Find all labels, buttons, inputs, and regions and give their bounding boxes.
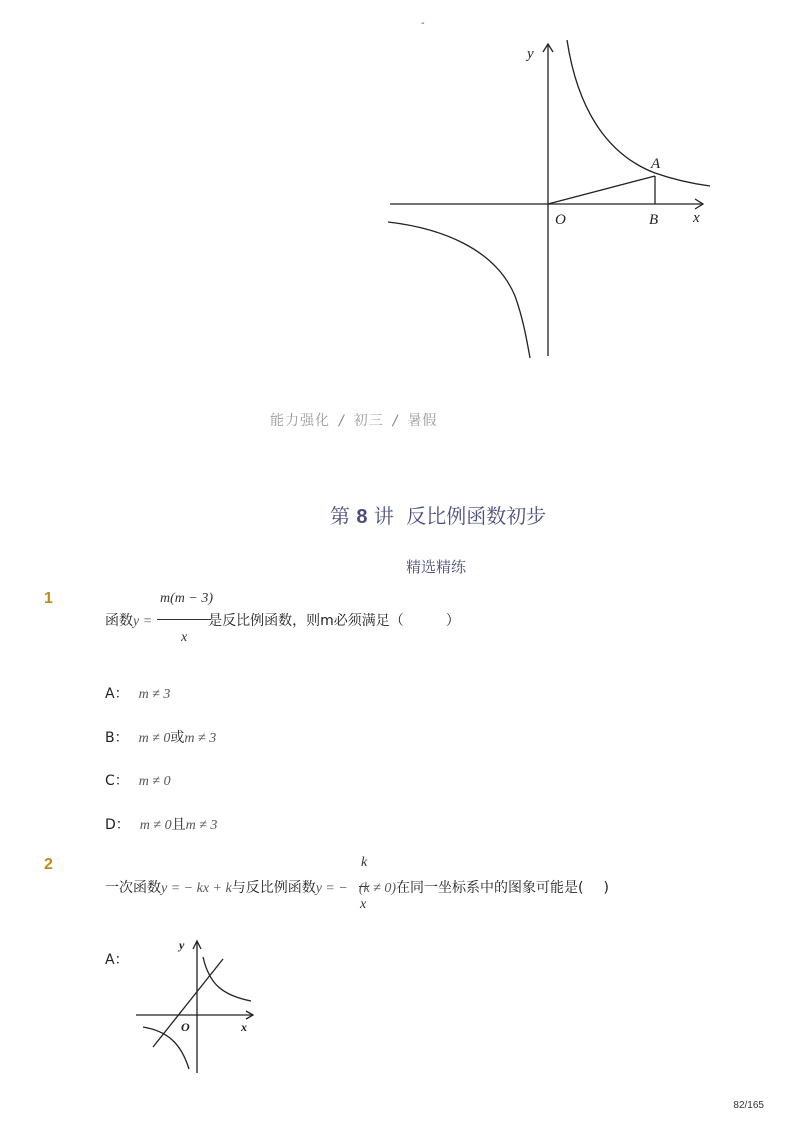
hyperbola-branch-q1 xyxy=(203,957,251,1001)
option-label: D： xyxy=(105,817,130,833)
breadcrumb-part-1: 能力强化 xyxy=(270,413,330,429)
q2-tail: 在同一坐标系中的图象可能是( xyxy=(396,880,584,896)
label-o: O xyxy=(555,212,566,228)
segment-oa xyxy=(548,176,655,204)
option-label: C： xyxy=(105,773,129,789)
q1-close: ） xyxy=(445,613,460,629)
lesson-number: 8 xyxy=(356,506,368,528)
q1-fraction-denominator: x xyxy=(181,630,188,645)
section-title: 精选精练 xyxy=(406,558,467,576)
option-join: 且 xyxy=(171,817,186,833)
q1-lhs: y = xyxy=(133,614,153,629)
q2-option-a-figure[interactable] xyxy=(133,935,258,1075)
q1-option-c[interactable] xyxy=(105,770,171,790)
option-expr: m ≠ 0 xyxy=(138,731,171,746)
label-y: y xyxy=(179,938,185,952)
q1-option-b[interactable] xyxy=(105,727,216,747)
option-label: A： xyxy=(105,686,129,702)
question-2-stem xyxy=(105,877,609,897)
hyperbola-figure xyxy=(385,36,715,366)
option-join: 或 xyxy=(170,730,185,746)
lesson-name: 反比例函数初步 xyxy=(406,504,547,528)
q2-expr2-lhs: y = − xyxy=(315,881,348,896)
lesson-title xyxy=(330,500,546,529)
option-expr: m ≠ 3 xyxy=(138,687,171,702)
q2-fraction-denominator: x xyxy=(360,897,367,912)
question-1-stem xyxy=(105,610,460,630)
breadcrumb-part-3: 暑假 xyxy=(407,413,438,429)
q1-option-d[interactable] xyxy=(105,814,217,834)
label-x: x xyxy=(241,1020,247,1034)
breadcrumb-sep: / xyxy=(392,413,399,429)
breadcrumb-part-2: 初三 xyxy=(353,413,384,429)
question-1-number: 1 xyxy=(44,590,53,607)
q2-expr1: y = − kx + k xyxy=(161,881,232,896)
breadcrumb xyxy=(270,410,437,430)
q2-option-a[interactable] xyxy=(105,949,129,969)
q1-option-a[interactable] xyxy=(105,683,170,703)
breadcrumb-sep: / xyxy=(339,413,345,429)
q1-lead: 函数 xyxy=(105,613,133,629)
page-number: 82/165 xyxy=(733,1100,764,1111)
q2-mid: 与反比例函数 xyxy=(231,880,316,896)
q1-fraction-numerator: m(m − 3) xyxy=(160,591,213,606)
option-expr: m ≠ 0 xyxy=(138,774,171,789)
label-o: O xyxy=(181,1020,190,1034)
option-label: A： xyxy=(105,952,129,968)
q2-close: ) xyxy=(603,880,609,896)
hyperbola-branch-q3 xyxy=(388,222,530,358)
lesson-prefix: 第 xyxy=(330,504,350,528)
q2-fraction-numerator: k xyxy=(361,855,368,870)
option-expr-2: m ≠ 3 xyxy=(185,818,218,833)
hyperbola-branch-q1 xyxy=(567,40,710,186)
q1-tail: 是反比例函数，则m必须满足（ xyxy=(208,613,404,629)
lesson-suffix: 讲 xyxy=(373,504,394,528)
label-x: x xyxy=(693,210,700,226)
q2-lead: 一次函数 xyxy=(105,880,161,896)
q2-condition: (k ≠ 0) xyxy=(358,881,397,896)
label-y: y xyxy=(527,46,534,62)
option-label: B： xyxy=(105,730,129,746)
question-2-number: 2 xyxy=(44,856,53,873)
header-dash: - xyxy=(421,18,425,29)
option-expr-2: m ≠ 3 xyxy=(184,731,217,746)
option-expr: m ≠ 0 xyxy=(139,818,172,833)
label-a: A xyxy=(651,156,661,172)
label-b: B xyxy=(649,212,659,228)
